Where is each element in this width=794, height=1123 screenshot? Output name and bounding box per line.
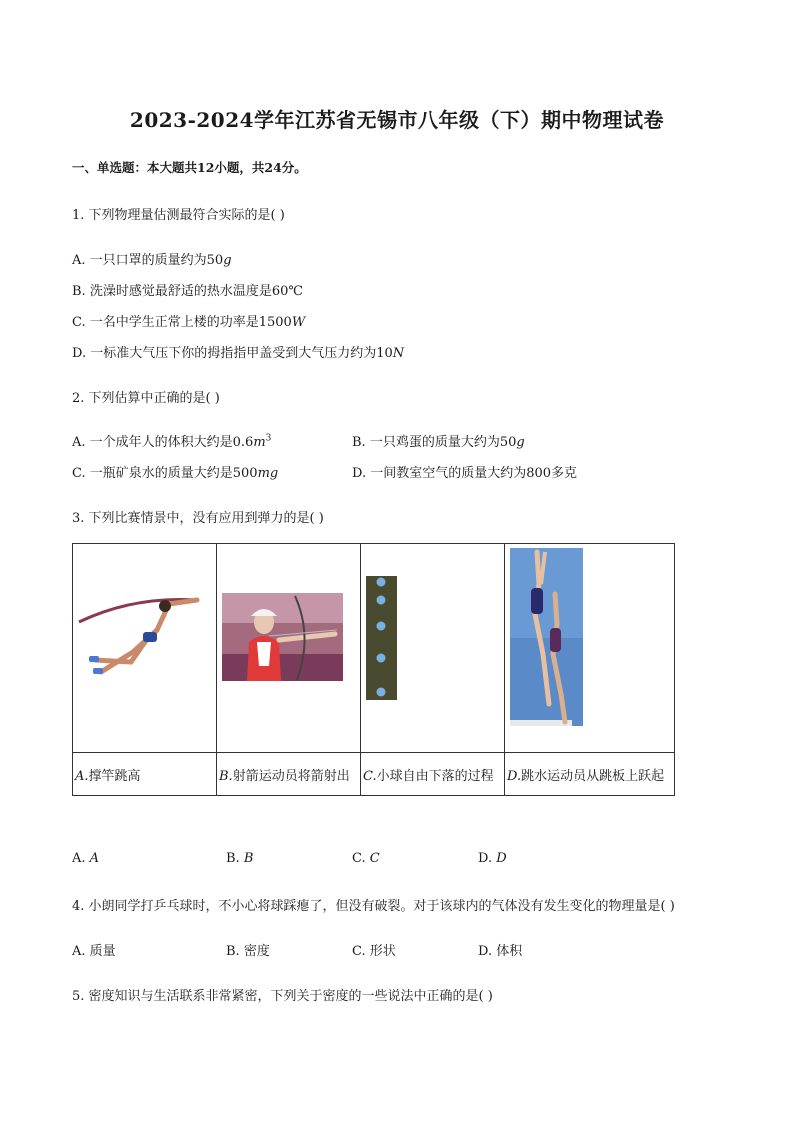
q3-option-b: B. B — [226, 851, 254, 866]
diving-image — [505, 544, 674, 752]
q2-stem: 2. 下列估算中正确的是( ) — [72, 391, 220, 406]
q3-option-a: A. A — [72, 851, 100, 866]
pole-vault-image-cell — [73, 544, 217, 753]
q2-option-b: B. 一只鸡蛋的质量大约为50g — [352, 435, 525, 450]
q1-option-d: D. 一标准大气压下你的拇指指甲盖受到大气压力约为10N — [72, 346, 405, 361]
caption-d: D.跳水运动员从跳板上跃起 — [505, 753, 675, 796]
q4-stem: 4. 小朗同学打乒乓球时，不小心将球踩瘪了，但没有破裂。对于该球内的气体没有发生变化的物理量是( ) — [72, 899, 675, 914]
q1-option-a: A. 一只口罩的质量约为50g — [72, 253, 232, 268]
q2-option-c: C. 一瓶矿泉水的质量大约是500mg — [72, 466, 279, 481]
caption-c: C.小球自由下落的过程 — [361, 753, 505, 796]
q3-option-c: C. C — [352, 851, 380, 866]
q2-option-d: D. 一间教室空气的质量大约为800多克 — [352, 466, 578, 481]
page-title: 2023-2024学年江苏省无锡市八年级（下）期中物理试卷 — [129, 108, 665, 132]
q4-option-c: C. 形状 — [352, 944, 396, 959]
q2-option-a: A. 一个成年人的体积大约是$0.6m^3$ — [72, 433, 272, 450]
falling-ball-image — [361, 544, 504, 752]
q1-option-b: B. 洗澡时感觉最舒适的热水温度是60℃ — [72, 284, 303, 299]
q1-stem: 1. 下列物理量估测最符合实际的是( ) — [72, 208, 285, 223]
q5-stem: 5. 密度知识与生活联系非常紧密，下列关于密度的一些说法中正确的是( ) — [72, 989, 493, 1004]
falling-ball-image-cell — [361, 544, 505, 753]
pole-vault-image — [73, 544, 216, 752]
q4-option-d: D. 体积 — [478, 944, 523, 959]
archery-image-cell — [217, 544, 361, 753]
q4-option-a: A. 质量 — [72, 944, 116, 959]
q4-option-b: B. 密度 — [226, 944, 270, 959]
q3-stem: 3. 下列比赛情景中，没有应用到弹力的是( ) — [72, 511, 324, 526]
q3-option-d: D. D — [478, 851, 507, 866]
diving-image-cell — [505, 544, 675, 753]
caption-a: A.撑竿跳高 — [73, 753, 217, 796]
section-heading: 一、单选题：本大题共12小题，共24分。 — [72, 160, 307, 175]
archery-image — [217, 544, 360, 752]
caption-b: B.射箭运动员将箭射出 — [217, 753, 361, 796]
q1-option-c: C. 一名中学生正常上楼的功率是1500W — [72, 315, 306, 330]
q3-image-table — [72, 543, 675, 796]
